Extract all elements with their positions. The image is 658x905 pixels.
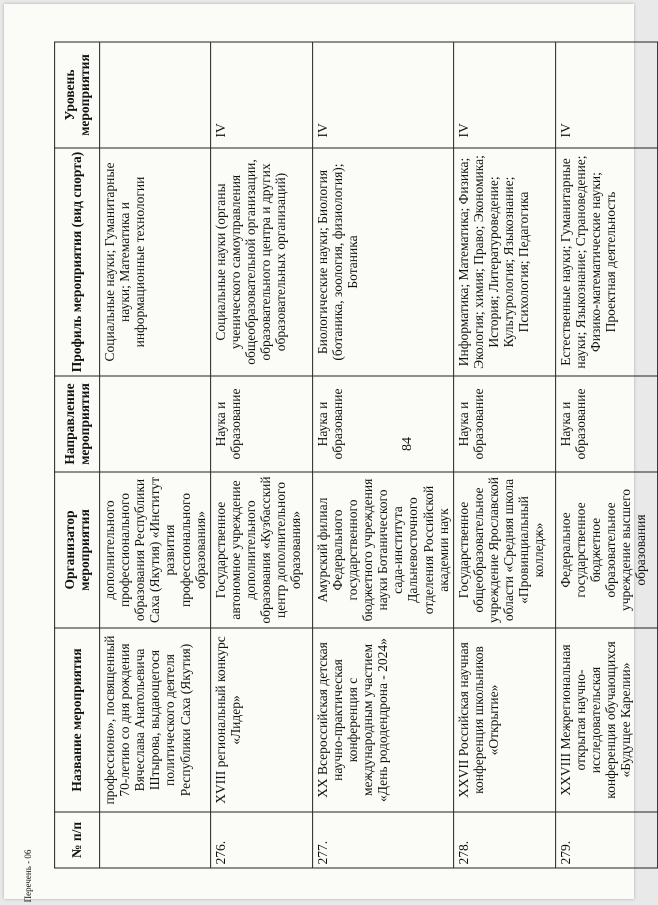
row-event-name: профессионо», посвященный 70-летию со дня рождения Вячеслава Анатольевича Штырова, выдающегося политического деятеля Республики Саха (Якутия) bbox=[100, 628, 211, 812]
header-name: Название мероприятия bbox=[55, 628, 100, 812]
table-row bbox=[312, 42, 453, 868]
events-table-container bbox=[62, 42, 649, 868]
row-direction: Наука и образование bbox=[210, 376, 312, 472]
row-organizer: Государственное общеобразовательное учреждение Ярославской области «Средняя школа «Провинциальный колледж» bbox=[453, 472, 555, 628]
row-direction: Наука и образование bbox=[453, 376, 555, 472]
row-profile: Социальные науки; Гуманитарные науки; Математика и информационные технологии bbox=[100, 148, 211, 376]
header-organizer: Организатор мероприятия bbox=[55, 472, 100, 628]
footer-code: Перечень - 06 bbox=[23, 849, 33, 903]
row-num: 276. bbox=[210, 812, 312, 868]
events-table bbox=[54, 42, 658, 869]
row-organizer: Федеральное государственное бюджетное образовательное учреждение высшего образования bbox=[555, 472, 657, 628]
row-organizer: Государственное автономное учреждение дополнительного образования «Кузбасский центр дополнительного образования» bbox=[210, 472, 312, 628]
table-row bbox=[210, 42, 312, 868]
row-profile: Биологические науки; Биология (ботаника, зоология, физиология); Ботаника bbox=[312, 148, 453, 376]
row-num: 279. bbox=[555, 812, 657, 868]
row-level: IV bbox=[453, 42, 555, 148]
header-level: Уровень мероприятия bbox=[55, 42, 100, 148]
row-level: IV bbox=[210, 42, 312, 148]
row-event-name: XX Всероссийская детская научно-практическая конференция с международным участием «День рододендрона - 2024» bbox=[312, 628, 453, 812]
header-profile: Профиль мероприятия (вид спорта) bbox=[55, 148, 100, 376]
page-number: 84 bbox=[400, 437, 415, 451]
row-organizer: Амурский филиал Федерального государственного бюджетного учреждения науки Ботанического сада-института Дальневосточного отделения Российской академии наук bbox=[312, 472, 453, 628]
row-profile: Информатика; Математика; Физика; Экология; химия; Право; Экономика; История; Литературоведение; Культурология; Языкознание; Психология; Педагогика bbox=[453, 148, 555, 376]
table-row bbox=[453, 42, 555, 868]
row-direction: Наука и образование bbox=[555, 376, 657, 472]
table-row bbox=[555, 42, 657, 868]
row-organizer: дополнительного профессионального образования Республики Саха (Якутия) «Институт развития профессионального образования» bbox=[100, 472, 211, 628]
row-num: 277. bbox=[312, 812, 453, 868]
row-level bbox=[100, 42, 211, 148]
row-num: 278. bbox=[453, 812, 555, 868]
row-level: IV bbox=[555, 42, 657, 148]
row-direction: Наука и образование bbox=[312, 376, 453, 472]
row-profile: Естественные науки; Гуманитарные науки; Языкознание; Страноведение; Физико-математические науки; Проектная деятельность bbox=[555, 148, 657, 376]
table-row bbox=[100, 42, 211, 868]
row-level: IV bbox=[312, 42, 453, 148]
header-direction: Направление мероприятия bbox=[55, 376, 100, 472]
row-num bbox=[100, 812, 211, 868]
row-event-name: XXVIII Межрегиональная открытая научно-исследовательская конференция обучающихся «Будущее Карелии» bbox=[555, 628, 657, 812]
row-event-name: XVIII региональный конкурс «Лидер» bbox=[210, 628, 312, 812]
row-event-name: XXVII Российская научная конференция школьников «Открытие» bbox=[453, 628, 555, 812]
table-header-row bbox=[55, 42, 100, 868]
row-direction bbox=[100, 376, 211, 472]
row-profile: Социальные науки (органы ученического самоуправления общеобразовательной организации, образовательного центра и других образовательных организаций) bbox=[210, 148, 312, 376]
header-num: № п/п bbox=[55, 812, 100, 868]
